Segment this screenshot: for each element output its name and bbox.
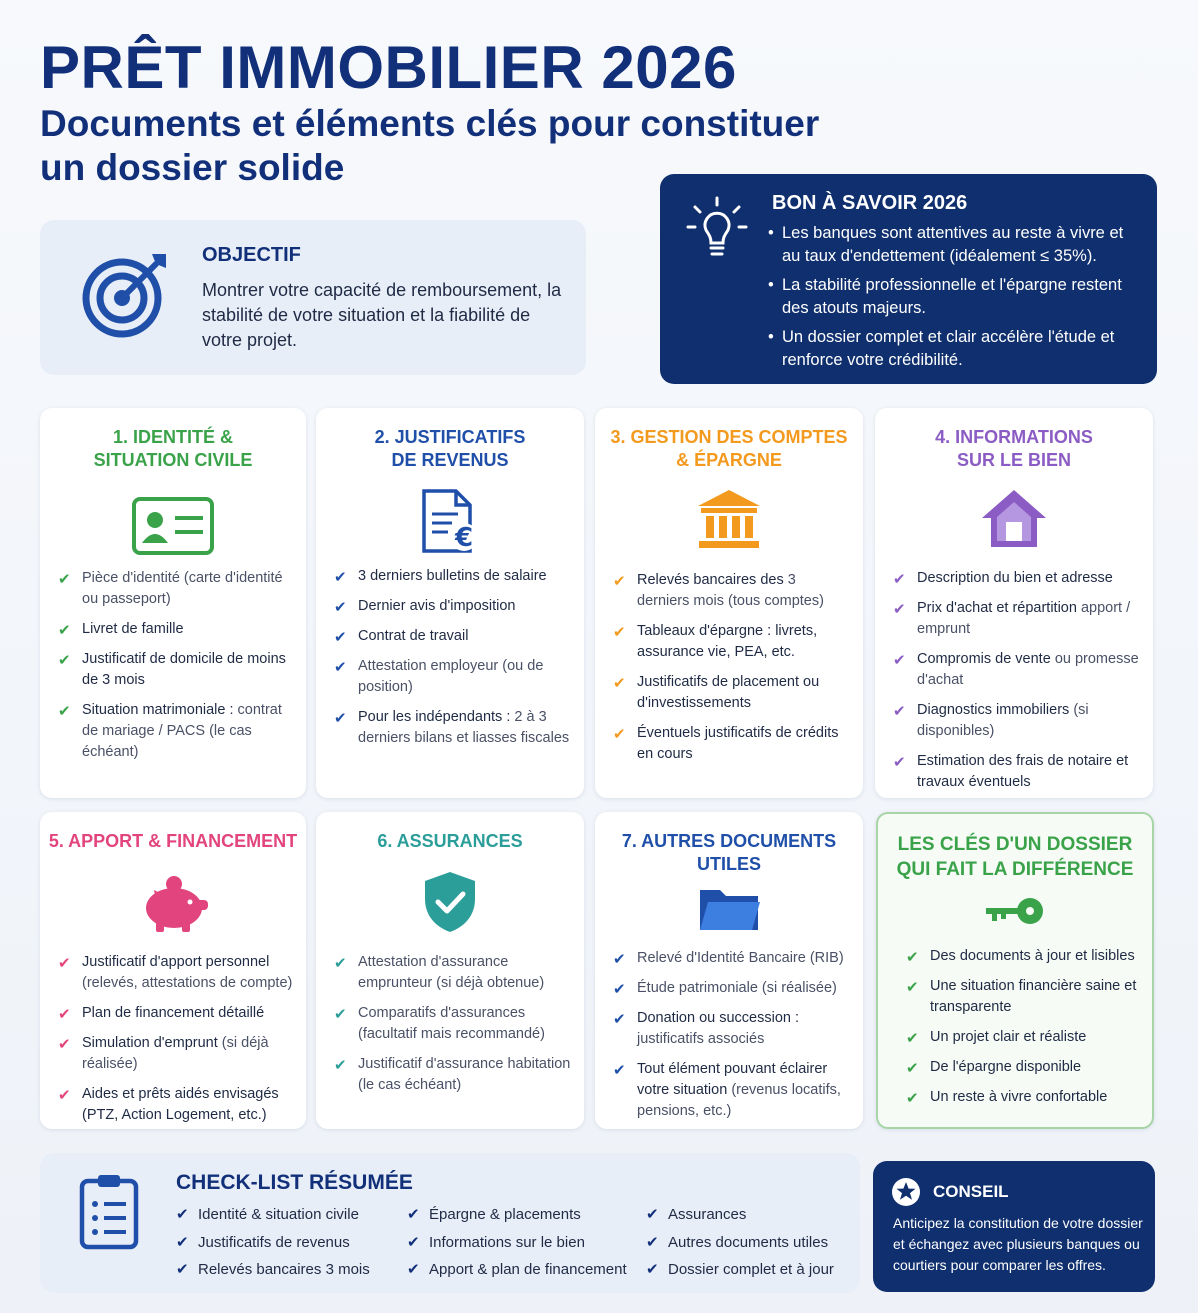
card-item [906, 976, 1140, 1018]
check-icon: ✔ [176, 1233, 189, 1251]
check-icon: ✔ [176, 1206, 189, 1223]
checklist-item [646, 1233, 834, 1253]
check-icon: ✔ [58, 622, 71, 639]
card-item-main: Diagnostics immobiliers [917, 702, 1070, 718]
card-title: 1. IDENTITÉ & SITUATION CIVILE [93, 427, 253, 470]
bon-a-savoir-item: • Un dossier complet et clair accélère l'étude et renforce votre crédibilité. [768, 326, 1138, 372]
check-icon: ✔ [613, 1011, 626, 1028]
card-item-sub: (si déjà réalisée) [82, 1035, 269, 1072]
card-item-main: Un projet clair et réaliste [930, 1029, 1087, 1045]
card-item [893, 700, 1141, 742]
document-euro-icon [418, 488, 482, 554]
card-item-main: Livret de famille [82, 621, 184, 637]
card-title: LES CLÉS D'UN DOSSIER QUI FAIT LA DIFFÉRENCE [896, 834, 1134, 880]
card-item-main: Aides et prêts aidés envisagés (PTZ, Action Logement, etc.) [82, 1086, 279, 1123]
card-item-list [334, 952, 572, 1105]
checklist-item [176, 1205, 370, 1225]
checklist-item-label: Autres documents utiles [668, 1233, 829, 1251]
card-item-main: Des documents à jour et lisibles [930, 948, 1135, 964]
checklist-item [176, 1233, 370, 1253]
check-icon: ✔ [613, 675, 626, 692]
check-icon: ✔ [613, 981, 626, 998]
card-title: 3. GESTION DES COMPTES & ÉPARGNE [610, 427, 848, 470]
check-icon: ✔ [58, 955, 71, 972]
card-item [906, 1057, 1140, 1078]
shield-check-icon [422, 870, 478, 934]
card-item [334, 952, 572, 994]
check-icon: ✔ [334, 569, 347, 586]
check-icon: ✔ [58, 652, 71, 669]
folder-icon [698, 884, 760, 932]
check-icon: ✔ [613, 951, 626, 968]
card-item [613, 1059, 851, 1122]
card-item-main: Donation ou succession : [637, 1010, 800, 1026]
card-item [58, 1084, 294, 1126]
card-item-sub: contrat de mariage / PACS (le cas échéant) [82, 702, 282, 760]
card-assurances [316, 812, 584, 1129]
check-icon: ✔ [334, 599, 347, 616]
card-item-main: Dernier avis d'imposition [358, 598, 516, 614]
conseil-panel [873, 1161, 1155, 1292]
page-title: PRÊT IMMOBILIER 2026 [40, 34, 737, 101]
card-item [334, 596, 572, 617]
card-item-main: Plan de financement détaillé [82, 1005, 265, 1021]
check-icon: ✔ [58, 703, 71, 720]
check-icon: ✔ [58, 1036, 71, 1053]
card-item-sub: Justificatif d'assurance habitation (le cas échéant) [358, 1056, 571, 1093]
card-item-list [613, 948, 851, 1131]
card-item [613, 723, 851, 765]
check-icon: ✔ [906, 1090, 919, 1107]
card-item [334, 656, 572, 698]
checklist-item [176, 1260, 370, 1280]
card-item [893, 649, 1141, 691]
card-revenus [316, 408, 584, 798]
card-item-list [334, 566, 572, 758]
card-item-sub: 2 à 3 derniers bilans et liasses fiscales [358, 709, 570, 746]
card-item-main: Tableaux d'épargne : livrets, assurance vie, PEA, etc. [637, 623, 818, 660]
card-item [334, 1003, 572, 1045]
check-icon: ✔ [407, 1206, 420, 1223]
card-item [334, 566, 572, 587]
card-item-main: Pour les indépendants : [358, 709, 511, 725]
check-icon: ✔ [906, 1030, 919, 1047]
card-item-sub: (relevés, attestations de compte) [82, 975, 293, 991]
card-item-main: Justificatifs de placement ou d'investissements [637, 674, 820, 711]
bon-a-savoir-title: BON À SAVOIR 2026 [772, 192, 968, 214]
check-icon: ✔ [613, 1062, 626, 1079]
card-item [906, 946, 1140, 967]
card-item-main: Compromis de vente [917, 651, 1051, 667]
card-item-sub: apport / emprunt [917, 600, 1131, 637]
card-item [58, 1033, 294, 1075]
check-icon: ✔ [407, 1233, 420, 1251]
card-item [334, 707, 572, 749]
card-item-sub: Étude patrimoniale (si réalisée) [637, 980, 837, 996]
card-item [893, 598, 1141, 640]
lightbulb-icon [686, 196, 748, 262]
card-item [613, 621, 851, 663]
card-item-main: Prix d'achat et répartition [917, 600, 1077, 616]
card-item [613, 978, 851, 999]
key-icon [984, 896, 1046, 926]
checklist-item-label: Justificatifs de revenus [198, 1233, 350, 1251]
card-item-main: Éventuels justificatifs de crédits en cours [637, 725, 839, 762]
check-icon: ✔ [407, 1261, 420, 1278]
card-item-main: Relevés bancaires des [637, 572, 784, 588]
check-icon: ✔ [58, 571, 71, 588]
card-item-sub: ou promesse d'achat [917, 651, 1139, 688]
check-icon: ✔ [176, 1261, 189, 1278]
card-item [906, 1087, 1140, 1108]
card-title: 5. APPORT & FINANCEMENT [48, 831, 298, 851]
card-item [893, 568, 1141, 589]
checklist-item-label: Relevés bancaires 3 mois [198, 1261, 370, 1278]
check-icon: ✔ [906, 979, 919, 996]
check-icon: ✔ [613, 624, 626, 641]
card-item-main: Contrat de travail [358, 628, 469, 644]
card-item [893, 751, 1141, 793]
card-title: 2. JUSTIFICATIFS DE REVENUS [374, 427, 526, 470]
check-icon: ✔ [893, 571, 906, 588]
card-item-sub: 3 derniers mois (tous comptes) [637, 572, 824, 609]
check-icon: ✔ [334, 629, 347, 646]
bon-a-savoir-item: • Les banques sont attentives au reste à vivre et au taux d'endettement (idéalement ≤ 35%). [768, 222, 1138, 268]
piggy-bank-icon [136, 872, 210, 934]
card-identite [40, 408, 306, 798]
checklist-item-label: Informations sur le bien [429, 1233, 585, 1251]
conseil-text: Anticipez la constitution de votre dossier et échangez avec plusieurs banques ou courtiers pour comparer les offres. [893, 1215, 1143, 1273]
card-item-sub: Comparatifs d'assurances (facultatif mais recommandé) [358, 1005, 545, 1042]
star-badge-icon [891, 1177, 921, 1207]
objectif-panel [40, 220, 586, 375]
card-item-main: Estimation des frais de notaire et travaux éventuels [917, 753, 1129, 790]
check-icon: ✔ [646, 1261, 659, 1278]
check-icon: ✔ [893, 703, 906, 720]
card-item-sub: Attestation employeur (ou de position) [358, 658, 544, 695]
checklist-item [646, 1260, 834, 1280]
id-card-icon [131, 496, 215, 556]
card-item [613, 1008, 851, 1050]
card-item-main: De l'épargne disponible [930, 1059, 1082, 1075]
card-item-main: Description du bien et adresse [917, 570, 1113, 586]
card-item-list [613, 570, 851, 774]
card-item [906, 1027, 1140, 1048]
check-icon: ✔ [613, 573, 626, 590]
bank-icon [696, 488, 762, 550]
checklist-item [407, 1205, 627, 1225]
card-item-main: 3 derniers bulletins de salaire [358, 568, 547, 584]
card-item [613, 570, 851, 612]
bon-a-savoir-list [768, 222, 1138, 378]
check-icon: ✔ [906, 1060, 919, 1077]
bon-a-savoir-item: • La stabilité professionnelle et l'épargne restent des atouts majeurs. [768, 274, 1138, 320]
card-item-main: Simulation d'emprunt [82, 1035, 218, 1051]
card-item-list [906, 946, 1140, 1117]
card-item [58, 619, 294, 640]
target-icon [82, 248, 172, 338]
checklist-title: CHECK-LIST RÉSUMÉE [176, 1171, 413, 1194]
card-item-main: Tout élément pouvant éclairer votre situation [637, 1061, 828, 1098]
checklist-item [407, 1260, 627, 1280]
card-item [58, 649, 294, 691]
card-bien [875, 408, 1153, 798]
checklist-item-label: Apport & plan de financement [429, 1261, 627, 1278]
checklist-item [407, 1233, 627, 1253]
check-icon: ✔ [893, 601, 906, 618]
card-item-sub: Pièce d'identité (carte d'identité ou passeport) [82, 570, 283, 607]
card-item-main: Une situation financière saine et transparente [930, 978, 1137, 1015]
check-icon: ✔ [334, 1057, 347, 1074]
bon-a-savoir-panel [660, 174, 1157, 384]
checklist-item [646, 1205, 834, 1225]
card-item-main: Justificatif d'apport personnel [82, 954, 270, 970]
card-title: 6. ASSURANCES [377, 831, 523, 851]
checklist-column [646, 1205, 834, 1288]
check-icon: ✔ [613, 726, 626, 743]
card-item [613, 948, 851, 969]
check-icon: ✔ [334, 710, 347, 727]
check-icon: ✔ [334, 955, 347, 972]
card-item [58, 700, 294, 763]
checklist-column [176, 1205, 370, 1288]
clipboard-icon [78, 1171, 140, 1251]
check-icon: ✔ [906, 949, 919, 966]
card-item [334, 626, 572, 647]
card-item [613, 672, 851, 714]
page-subtitle: Documents et éléments clés pour constituer un dossier solide [40, 103, 820, 188]
card-item-sub: Attestation d'assurance emprunteur (si déjà obtenue) [358, 954, 545, 991]
check-icon: ✔ [893, 754, 906, 771]
checklist-panel [40, 1153, 860, 1293]
card-autres [595, 812, 863, 1129]
check-icon: ✔ [893, 652, 906, 669]
checklist-item-label: Assurances [668, 1206, 747, 1223]
card-comptes [595, 408, 863, 798]
check-icon: ✔ [58, 1006, 71, 1023]
check-icon: ✔ [646, 1233, 659, 1251]
card-item-sub: (revenus locatifs, pensions, etc.) [637, 1082, 841, 1119]
card-cles [876, 812, 1154, 1129]
checklist-column [407, 1205, 627, 1288]
card-item-main: Justificatif de domicile de moins de 3 mois [82, 651, 286, 688]
card-item-list [58, 952, 294, 1135]
card-item [334, 1054, 572, 1096]
card-title: 4. INFORMATIONS SUR LE BIEN [935, 427, 1093, 470]
card-item-main: Un reste à vivre confortable [930, 1089, 1108, 1105]
check-icon: ✔ [334, 659, 347, 676]
conseil-title: CONSEIL [933, 1182, 1009, 1201]
card-item-list [58, 568, 294, 772]
card-item [58, 952, 294, 994]
checklist-item-label: Épargne & placements [429, 1206, 581, 1223]
card-item-main: Situation matrimoniale : [82, 702, 234, 718]
checklist-item-label: Identité & situation civile [198, 1206, 359, 1223]
card-item-list [893, 568, 1141, 802]
svg-text:€: € [454, 523, 474, 553]
objectif-title: OBJECTIF [202, 244, 301, 266]
card-title: 7. AUTRES DOCUMENTS UTILES [621, 831, 837, 874]
checklist-item-label: Dossier complet et à jour [668, 1261, 834, 1278]
house-icon [979, 486, 1049, 550]
check-icon: ✔ [334, 1006, 347, 1023]
check-icon: ✔ [58, 1087, 71, 1104]
card-item-sub: (si disponibles) [917, 702, 1089, 739]
card-item-sub: justificatifs associés [637, 1031, 765, 1047]
card-apport [40, 812, 306, 1129]
card-item [58, 1003, 294, 1024]
card-item-sub: Relevé d'Identité Bancaire (RIB) [637, 950, 844, 966]
check-icon: ✔ [646, 1206, 659, 1223]
objectif-text: Montrer votre capacité de remboursement, la stabilité de votre situation et la fiabilité de votre projet. [202, 280, 562, 350]
card-item [58, 568, 294, 610]
